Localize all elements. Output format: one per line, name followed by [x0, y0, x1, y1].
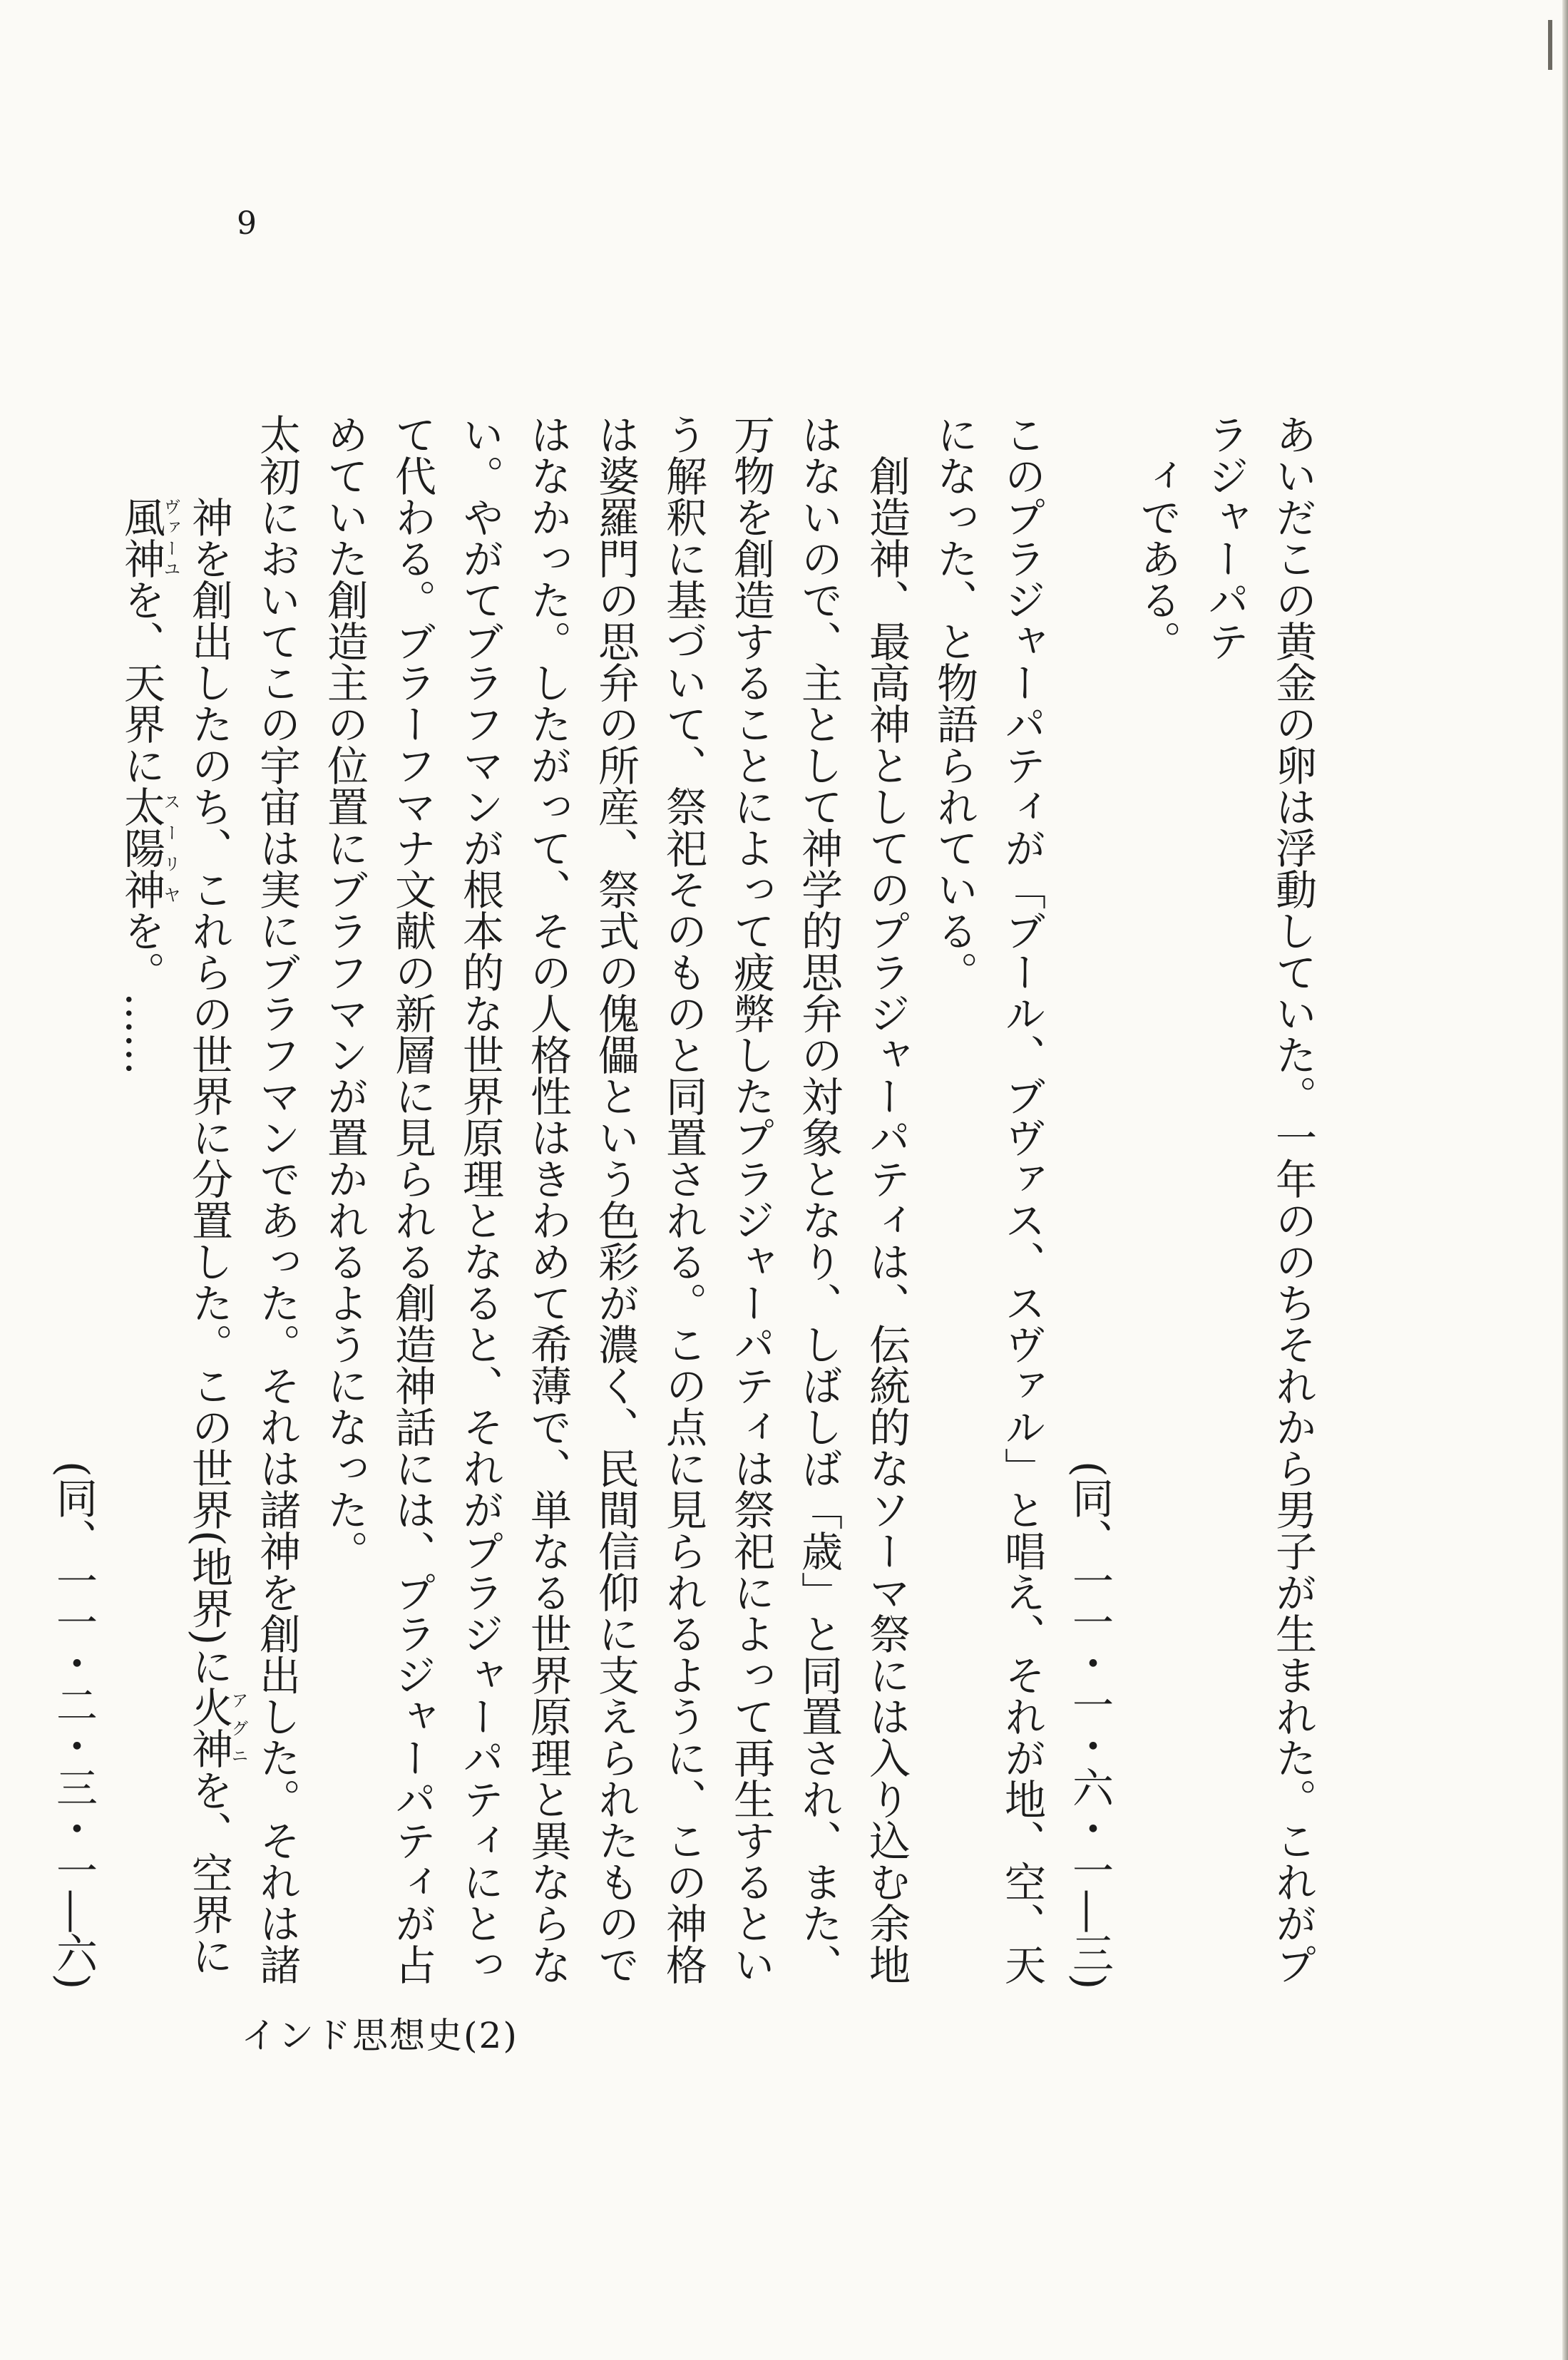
ruby-agni-base: 火神	[185, 1686, 233, 1770]
quote-text-d: を。……	[117, 910, 165, 1075]
vertical-text-body	[49, 414, 1326, 1989]
citation-2: (同、一一・二・三・一―六)	[49, 1460, 98, 1989]
ruby-vayu-base: 風神	[117, 496, 165, 579]
running-footer: インド思想史(2)	[241, 2015, 518, 2056]
ruby-surya-reading: スーリヤ	[160, 786, 180, 910]
ruby-surya	[117, 786, 180, 910]
paragraph-golden-egg-line2: ィである。	[1133, 455, 1182, 662]
paragraph-golden-egg-line1: あいだこの黄金の卵は浮動していた。一年ののちそれから男子が生まれた。これがプラジャーパテ	[1201, 414, 1317, 1985]
paragraph-creator-god: 創造神、最高神としてのプラジャーパティは、伝統的なソーマ祭には入り込む余地はないので、主として神学的思弁の対象となり、しばしば「歳」と同置され、また、万物を創造することによって疲弊したプラジャーパティは祭祀によって再生するという解釈に基づいて、祭祀そのものと同置される。この点に見られるように、この神格は婆羅門の思弁の所産、祭式の傀儡という色彩が濃く、民間信仰に支えられたものではなかった。したがって、その人格性はきわめて希薄で、単なる世界原理と異ならない。やがてブラフマンが根本的な世界原理となると、それがプラジャーパティにとって代わる。ブラーフマナ文献の新層に見られる創造神話には、プラジャーパティが占めていた創造主の位置にブラフマンが置かれるようになった。	[320, 414, 911, 1985]
page-spine-edge	[1562, 0, 1568, 2360]
ruby-vayu	[117, 496, 180, 579]
ruby-surya-base: 太陽神	[117, 786, 165, 910]
quote-text-a: 太初においてこの宇宙は実にブラフマンであった。それは諸神を創出した。それは諸神を創出したのち、これらの世界に分置した。この世界(地界)に	[185, 414, 301, 1985]
page-number: 9	[237, 205, 257, 242]
paragraph-prajapati-chant: このプラジャーパティが「ブール、ブヴァス、スヴァル」と唱え、それが地、空、天になった、と物語られている。	[930, 414, 1046, 1985]
quote-text-b: を、空界に	[185, 1769, 233, 1976]
page-spine-mark	[1548, 20, 1552, 70]
paragraph-brahman-quote	[107, 414, 310, 1989]
quote-text-c: を、天界に	[117, 579, 165, 786]
ruby-agni-reading: アグニ	[228, 1686, 248, 1770]
ruby-agni	[185, 1686, 248, 1770]
ruby-vayu-reading: ヴァーユ	[160, 496, 180, 579]
citation-1: (同、一一・一・六・一―三)	[1065, 1460, 1114, 1989]
